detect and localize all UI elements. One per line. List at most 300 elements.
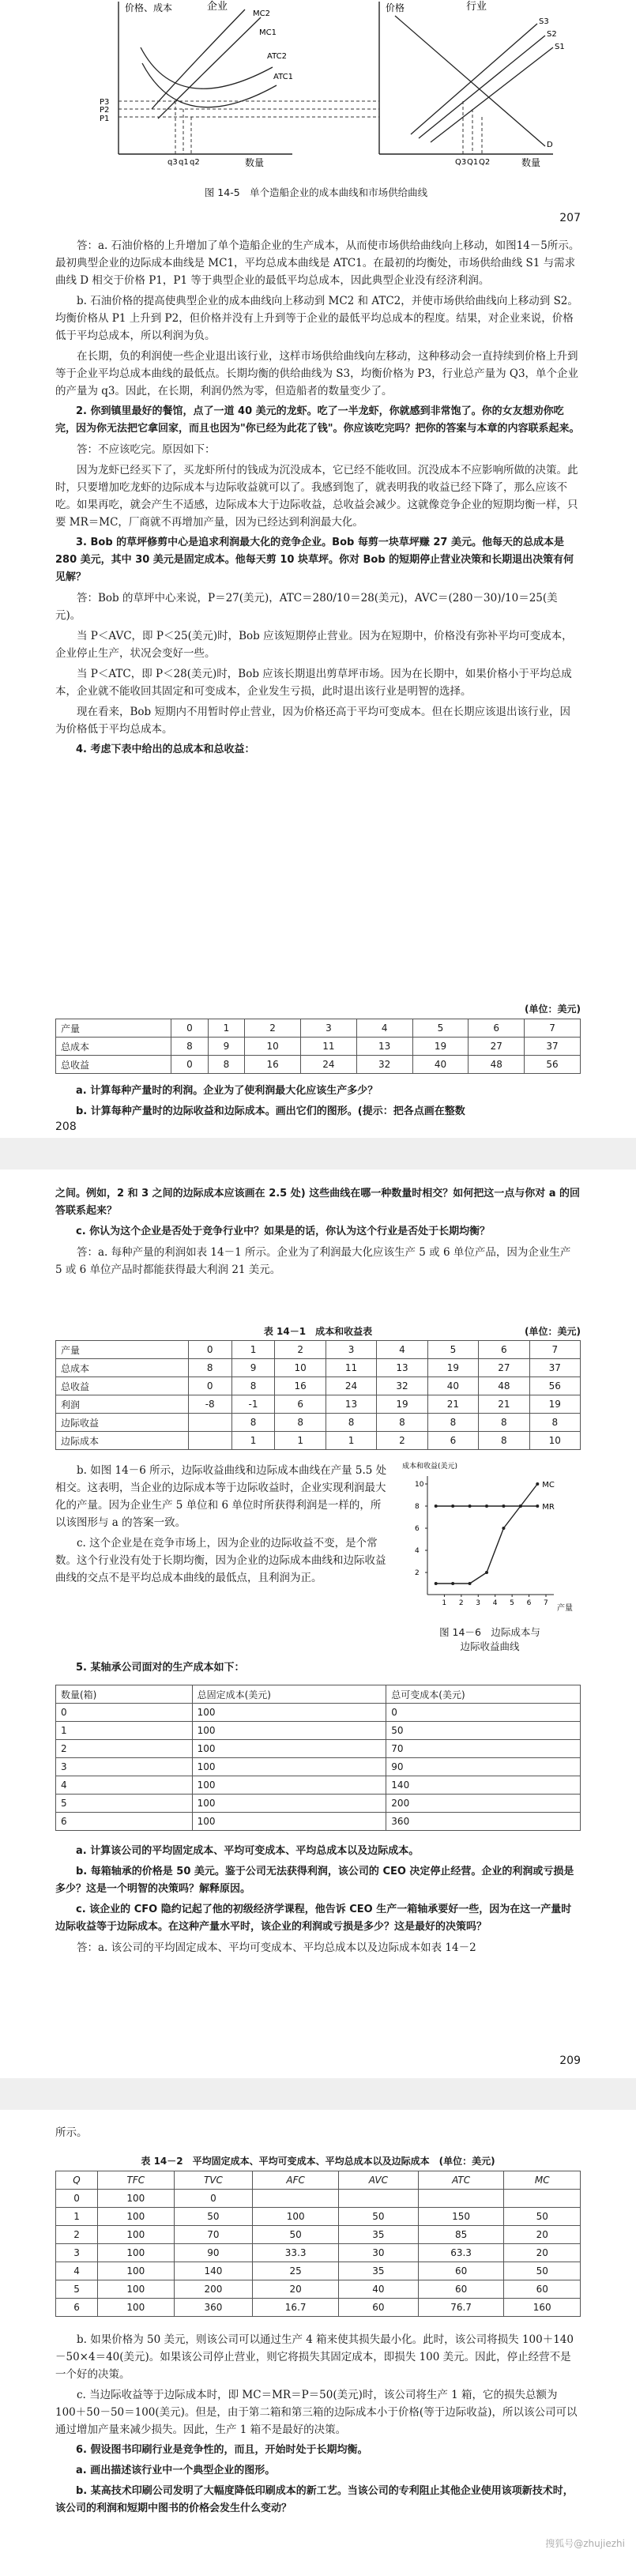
table-row bbox=[56, 2244, 581, 2262]
table-cell: TVC bbox=[174, 2171, 253, 2190]
table-cell: 140 bbox=[386, 1776, 581, 1795]
table-cell: 13 bbox=[326, 1395, 376, 1414]
table-cell: 2 bbox=[56, 2226, 98, 2244]
table-cell: 总成本 bbox=[56, 1038, 171, 1056]
paragraph: 答：a. 该公司的平均固定成本、平均可变成本、平均总成本以及边际成本如表 14－2 bbox=[77, 1941, 476, 1954]
table-cell bbox=[188, 1414, 231, 1432]
table-cell: 10 bbox=[245, 1038, 301, 1056]
table-cell: 6 bbox=[469, 1019, 525, 1038]
table-row bbox=[56, 1359, 581, 1377]
table-cell: 19 bbox=[529, 1395, 580, 1414]
figure-14-6-chart bbox=[399, 1460, 589, 1618]
table-cell: AFC bbox=[253, 2171, 339, 2190]
table-cell: 3 bbox=[56, 1758, 193, 1776]
table-cell: 21 bbox=[427, 1395, 478, 1414]
table-cell: 11 bbox=[301, 1038, 357, 1056]
table-cell: 16 bbox=[245, 1056, 301, 1074]
table-cell: 32 bbox=[356, 1056, 412, 1074]
mc-point bbox=[435, 1582, 438, 1585]
y-tick-label: 10 bbox=[415, 1481, 424, 1489]
paragraph: 答：a. 石油价格的上升增加了单个造船企业的生产成本，从而使市场供给曲线向上移动，如图14－5所示。最初典型企业的边际成本曲线是 MC1，平均总成本曲线是 ATC1。在最初的均衡处，市场供给曲线 S1 与需求曲线 D 相交于价格 P1，P1 等于典型企业的最低平均总成本，因此典型企业没有经济利润。 bbox=[55, 239, 580, 287]
table-cell: 100 bbox=[192, 1704, 386, 1722]
x-tick-label: 4 bbox=[492, 1599, 498, 1607]
question-6: 6. 假设图书印刷行业是竞争性的，而且，开始时处于长期均衡。 bbox=[76, 2444, 368, 2456]
table-row bbox=[56, 1722, 581, 1740]
table-cell: 100 bbox=[98, 2226, 174, 2244]
table-cell: 8 bbox=[479, 1432, 529, 1450]
table-row bbox=[56, 1740, 581, 1758]
table-cell: Q bbox=[56, 2171, 98, 2190]
table-cell: 6 bbox=[56, 2299, 98, 2317]
paragraph: b. 如图 14－6 所示，边际收益曲线和边际成本曲线在产量 5.5 处相交。这表明，当企业的边际成本等于边际收益时，企业实现利润最大化的产量。因为企业生产 5 单位和 6 单位时所获得利润是一样的，所以该图形与 a 的答案一致。 bbox=[55, 1464, 387, 1529]
svg-text:价格: 价格 bbox=[386, 2, 405, 13]
question-4b: b. 计算每种产量时的边际收益和边际成本。画出它们的图形。(提示：把各点画在整数 bbox=[76, 1105, 465, 1117]
table-cell: 0 bbox=[56, 2190, 98, 2208]
table-cell: 100 bbox=[98, 2244, 174, 2262]
x-tick-label: 6 bbox=[526, 1599, 532, 1607]
table-cell: 50 bbox=[504, 2262, 581, 2280]
table-cell: 8 bbox=[479, 1414, 529, 1432]
table-cell: 60 bbox=[504, 2280, 581, 2299]
table-cell: 0 bbox=[386, 1704, 581, 1722]
table-cell: 50 bbox=[339, 2208, 419, 2226]
table-cell: 90 bbox=[174, 2244, 253, 2262]
paragraph: 当 P＜ATC，即 P＜28(美元)时，Bob 应该长期退出剪草坪市场。因为在长期中，如果价格小于平均总成本，企业就不能收回其固定和可变成本，企业发生亏损，此时退出该行业是明智的选择。 bbox=[55, 668, 572, 698]
svg-text:q3: q3 bbox=[167, 158, 178, 167]
table-cell: 9 bbox=[231, 1359, 275, 1377]
table-row bbox=[56, 1758, 581, 1776]
table-cell: 3 bbox=[301, 1019, 357, 1038]
table-cell: 20 bbox=[253, 2280, 339, 2299]
question-5c: c. 该企业的 CFO 隐约记起了他的初级经济学课程，他告诉 CEO 生产一箱轴承要好一些，因为在这一产量时边际收益等于边际成本。在这种产量水平时，该企业的利润或亏损是多少？这是最好的决策吗？ bbox=[55, 1904, 572, 1933]
table-cell: 1 bbox=[231, 1341, 275, 1359]
table-cell: 8 bbox=[529, 1414, 580, 1432]
table-cell: 13 bbox=[377, 1359, 427, 1377]
table-cell: 4 bbox=[56, 1776, 193, 1795]
bearing-cost-table bbox=[55, 1685, 581, 1831]
table-cell bbox=[253, 2190, 339, 2208]
table-cell: 19 bbox=[377, 1395, 427, 1414]
table-row bbox=[56, 2280, 581, 2299]
question-4-parts bbox=[55, 1083, 581, 1124]
table-row bbox=[56, 2208, 581, 2226]
table-cell: 140 bbox=[174, 2262, 253, 2280]
paragraph: 当 P＜AVC，即 P＜25(美元)时，Bob 应该短期停止营业。因为在短期中，价格没有弥补平均可变成本，企业停止生产，状况会变好一些。 bbox=[55, 630, 573, 660]
question-4c: c. 你认为这个企业是否处于竞争行业中？如果是的话，你认为这个行业是否处于长期均衡？ bbox=[76, 1226, 491, 1237]
table-cell: 33.3 bbox=[253, 2244, 339, 2262]
table-cell: 50 bbox=[386, 1722, 581, 1740]
table-cell: 5 bbox=[412, 1019, 469, 1038]
question-5 bbox=[55, 1659, 581, 1680]
svg-text:Q3: Q3 bbox=[455, 158, 467, 167]
table-cell: 100 bbox=[192, 1795, 386, 1813]
svg-text:S3: S3 bbox=[539, 17, 549, 26]
question-5b: b. 每箱轴承的价格是 50 美元。鉴于公司无法获得利润，该公司的 CEO 决定停止经营。企业的利润或亏损是多少？这是一个明智的决策吗？解释原因。 bbox=[55, 1866, 574, 1895]
table-cell: 19 bbox=[412, 1038, 469, 1056]
table-cell: 37 bbox=[529, 1359, 580, 1377]
table-cell: 4 bbox=[377, 1341, 427, 1359]
table-header-row bbox=[56, 1019, 581, 1038]
table-row bbox=[56, 1776, 581, 1795]
table-cell: -8 bbox=[188, 1395, 231, 1414]
table-cell: 21 bbox=[479, 1395, 529, 1414]
table-cell: 5 bbox=[56, 2280, 98, 2299]
x-tick-label: 3 bbox=[476, 1599, 481, 1607]
table-cell: -1 bbox=[231, 1395, 275, 1414]
table-cell: 76.7 bbox=[418, 2299, 504, 2317]
atc2-curve bbox=[141, 47, 273, 89]
table-cell: 56 bbox=[525, 1056, 581, 1074]
table-cell: 6 bbox=[427, 1432, 478, 1450]
table-cell: 1 bbox=[231, 1432, 275, 1450]
table-cell: 1 bbox=[56, 2208, 98, 2226]
demand-curve bbox=[395, 16, 545, 146]
table-cell: 总收益 bbox=[56, 1056, 171, 1074]
table-row bbox=[56, 1704, 581, 1722]
table-14-1 bbox=[55, 1324, 581, 1450]
table-cell: 0 bbox=[56, 1704, 193, 1722]
table-cell: 8 bbox=[326, 1414, 376, 1432]
table-cell: MC bbox=[504, 2171, 581, 2190]
mc-point bbox=[451, 1582, 454, 1585]
watermark: 搜狐号@zhujiezhi bbox=[545, 2538, 625, 2549]
table-cell bbox=[504, 2190, 581, 2208]
page3-intro bbox=[55, 2124, 581, 2145]
table-cell: 总成本 bbox=[56, 1359, 189, 1377]
table-row bbox=[56, 1432, 581, 1450]
svg-text:ATC1: ATC1 bbox=[273, 73, 293, 81]
mc-point bbox=[502, 1527, 505, 1530]
svg-text:P2: P2 bbox=[100, 106, 110, 115]
table-cell: 100 bbox=[98, 2299, 174, 2317]
page-208 bbox=[0, 1169, 636, 2078]
paragraph: 所示。 bbox=[55, 2126, 88, 2139]
table-cell: 37 bbox=[525, 1038, 581, 1056]
table-cell: 7 bbox=[529, 1341, 580, 1359]
table-cell: 总可变成本(美元) bbox=[386, 1685, 581, 1704]
svg-text:S2: S2 bbox=[547, 30, 557, 39]
table-cell: 56 bbox=[529, 1377, 580, 1395]
table-header-row bbox=[56, 2171, 581, 2190]
page-number: 207 bbox=[559, 212, 581, 224]
table-cell: 8 bbox=[275, 1414, 326, 1432]
table-cell: 0 bbox=[171, 1019, 209, 1038]
paragraph: 在长期，负的利润使一些企业退出该行业，这样市场供给曲线向左移动，这种移动会一直持续到价格上升到等于企业平均总成本曲线的最低点。长期均衡的供给曲线为 S3，均衡价格为 P3，行业总产量为 Q3，单个企业的产量为 q3。因此，在长期，利润仍然为零，但造船者的数量变少了。 bbox=[55, 350, 579, 397]
question-5-title: 5. 某轴承公司面对的生产成本如下： bbox=[76, 1662, 245, 1674]
table-cell: 50 bbox=[174, 2208, 253, 2226]
table-cell: 10 bbox=[529, 1432, 580, 1450]
table-cell: 6 bbox=[56, 1813, 193, 1831]
table-cell: 10 bbox=[275, 1359, 326, 1377]
table-cell: 13 bbox=[356, 1038, 412, 1056]
question-3: 3. Bob 的草坪修剪中心是追求利润最大化的竞争企业。Bob 每剪一块草坪赚 27 美元。他每天的总成本是 280 美元，其中 30 美元是固定成本。他每天剪 10 块草坪。你对 Bob 的短期停止营业决策和长期退出决策有何见解？ bbox=[55, 537, 574, 583]
table-cell: 40 bbox=[412, 1056, 469, 1074]
figure-caption: 图 14-5 单个造船企业的成本曲线和市场供给曲线 bbox=[204, 186, 428, 198]
figure-caption bbox=[411, 1625, 569, 1653]
table-cell: 2 bbox=[377, 1432, 427, 1450]
table-row bbox=[56, 2190, 581, 2208]
table-cell: 11 bbox=[326, 1359, 376, 1377]
mc-point bbox=[536, 1482, 539, 1486]
table-cell: 100 bbox=[192, 1776, 386, 1795]
mc-label: MC bbox=[542, 1481, 555, 1489]
table-cell: 48 bbox=[479, 1377, 529, 1395]
table-cell: 边际收益 bbox=[56, 1414, 189, 1432]
table-cell: 50 bbox=[253, 2226, 339, 2244]
industry-graph bbox=[379, 1, 565, 168]
table-cell: 40 bbox=[339, 2280, 419, 2299]
mr-point bbox=[485, 1505, 488, 1508]
svg-text:企业: 企业 bbox=[207, 1, 228, 13]
table-cell: 3 bbox=[326, 1341, 376, 1359]
table-cell: 360 bbox=[386, 1813, 581, 1831]
table-cell: 35 bbox=[339, 2226, 419, 2244]
answer-block-1 bbox=[55, 237, 581, 762]
figure-14-5 bbox=[0, 0, 636, 182]
table-cell: 边际成本 bbox=[56, 1432, 189, 1450]
paragraph: c. 这个企业是在竞争市场上，因为企业的边际收益不变，是个常数。这个行业没有处于长期均衡，因为企业的边际成本曲线和边际收益曲线的交点不是平均总成本曲线的最低点，且利润为正。 bbox=[55, 1537, 386, 1584]
x-tick-label: 2 bbox=[458, 1599, 464, 1607]
page-number: 209 bbox=[559, 2054, 581, 2067]
answer-4bc bbox=[55, 1462, 387, 1590]
table-cell: 5 bbox=[427, 1341, 478, 1359]
table-cell: 1 bbox=[56, 1722, 193, 1740]
question-4a: a. 计算每种产量时的利润。企业为了使利润最大化应该生产多少？ bbox=[76, 1085, 378, 1097]
mr-point bbox=[469, 1505, 472, 1508]
paragraph: 答：a. 每种产量的利润如表 14－1 所示。企业为了利润最大化应该生产 5 或 6 单位产品，因为企业生产 5 或 6 单位产品时都能获得最大利润 21 美元。 bbox=[55, 1246, 571, 1276]
paragraph: b. 如果价格为 50 美元，则该公司可以通过生产 4 箱来使其损失最小化。此时，该公司将损失 100＋140－50×4＝40(美元)。如果该公司停止营业，则它将损失其固定成本，即损失 100 美元。因此，停止经营不是一个好的决策。 bbox=[55, 2333, 574, 2381]
paragraph: 现在看来，Bob 短期内不用暂时停止营业，因为价格还高于平均可变成本。但在长期应该退出该行业，因为价格低于平均总成本。 bbox=[55, 706, 570, 736]
table-cell: 200 bbox=[386, 1795, 581, 1813]
mc1-curve bbox=[158, 17, 261, 119]
table-cell: 48 bbox=[469, 1056, 525, 1074]
table-header-row bbox=[56, 1685, 581, 1704]
page-207 bbox=[0, 0, 636, 1138]
page-209-cont bbox=[0, 2110, 636, 2576]
s3-curve bbox=[411, 24, 537, 134]
table-cell: 产量 bbox=[56, 1019, 171, 1038]
table-cell bbox=[339, 2190, 419, 2208]
table-cell: 40 bbox=[427, 1377, 478, 1395]
table-cell: 100 bbox=[192, 1722, 386, 1740]
table-row bbox=[56, 1038, 581, 1056]
table-cell: 160 bbox=[504, 2299, 581, 2317]
table-row bbox=[56, 2299, 581, 2317]
table-cell: 100 bbox=[98, 2280, 174, 2299]
table-cell: 0 bbox=[188, 1377, 231, 1395]
table-cell bbox=[188, 1432, 231, 1450]
table-cell: 200 bbox=[174, 2280, 253, 2299]
mc-point bbox=[469, 1582, 472, 1585]
table-cell: 5 bbox=[56, 1795, 193, 1813]
table-cell: 总固定成本(美元) bbox=[192, 1685, 386, 1704]
table-row bbox=[56, 1813, 581, 1831]
y-tick-label: 8 bbox=[415, 1503, 420, 1511]
table-row bbox=[56, 1395, 581, 1414]
table-cell: 32 bbox=[377, 1377, 427, 1395]
table-cell: 利润 bbox=[56, 1395, 189, 1414]
table-cell: 50 bbox=[504, 2208, 581, 2226]
unit-label: (单位：美元) bbox=[525, 1326, 581, 1337]
x-tick-label: 5 bbox=[510, 1599, 514, 1607]
paragraph: b. 石油价格的提高使典型企业的成本曲线向上移动到 MC2 和 ATC2，并使市场供给曲线向上移动到 S2。均衡价格从 P1 上升到 P2，但价格并没有上升到等于企业的最低平均总成本的程度。结果，对企业来说，价格低于平均总成本，所以利润为负。 bbox=[55, 295, 578, 342]
table-row bbox=[56, 1377, 581, 1395]
table-cell: 60 bbox=[418, 2280, 504, 2299]
paragraph: 答：Bob 的草坪中心来说，P＝27(美元)，ATC＝280/10＝28(美元)，AVC＝(280－30)/10＝25(美元)。 bbox=[55, 592, 558, 622]
table-cell: 8 bbox=[231, 1414, 275, 1432]
chart-xlabel: 产量 bbox=[557, 1604, 573, 1613]
table-cell: 24 bbox=[326, 1377, 376, 1395]
table-cell: 2 bbox=[56, 1740, 193, 1758]
table-title: 表 14－2 平均固定成本、平均可变成本、平均总成本以及边际成本 (单位：美元) bbox=[141, 2156, 495, 2167]
cost-revenue-table bbox=[55, 1002, 581, 1074]
svg-text:q2: q2 bbox=[190, 158, 200, 167]
table-cell: 2 bbox=[275, 1341, 326, 1359]
table-cell: 数量(箱) bbox=[56, 1685, 193, 1704]
table-row bbox=[56, 2262, 581, 2280]
mc2-curve bbox=[152, 9, 245, 109]
y-tick-label: 2 bbox=[415, 1569, 420, 1577]
table-cell: 16.7 bbox=[253, 2299, 339, 2317]
mc-line bbox=[436, 1484, 538, 1584]
table-cell: 9 bbox=[208, 1038, 245, 1056]
mr-point bbox=[519, 1505, 522, 1508]
table-cell: 0 bbox=[188, 1341, 231, 1359]
table-cell: 20 bbox=[504, 2226, 581, 2244]
table-cell: 6 bbox=[479, 1341, 529, 1359]
svg-text:Q1: Q1 bbox=[467, 158, 479, 167]
question-4-continued bbox=[55, 1185, 581, 1282]
question-6a: a. 画出描述该行业中一个典型企业的图形。 bbox=[76, 2465, 276, 2476]
x-tick-label: 7 bbox=[544, 1599, 548, 1607]
question-4b-cont: 之间。例如，2 和 3 之间的边际成本应该画在 2.5 处) 这些曲线在哪一种数量时相交？如何把这一点与你对 a 的回答联系起来？ bbox=[55, 1188, 581, 1217]
answer-5bc bbox=[55, 2331, 581, 2521]
chart-ylabel: 成本和收益(美元) bbox=[402, 1463, 458, 1471]
table-cell: 产量 bbox=[56, 1341, 189, 1359]
table-cell: 8 bbox=[171, 1038, 209, 1056]
svg-text:MC1: MC1 bbox=[259, 28, 277, 37]
table-cell: 63.3 bbox=[418, 2244, 504, 2262]
table-cell: ATC bbox=[418, 2171, 504, 2190]
question-6b: b. 某高技术印刷公司发明了大幅度降低印刷成本的新工艺。当该公司的专利阻止其他企业使用该项新技术时，该公司的利润和短期中图书的价格会发生什么变动？ bbox=[55, 2485, 574, 2514]
firm-graph bbox=[100, 0, 379, 168]
svg-text:S1: S1 bbox=[555, 43, 565, 51]
svg-text:q1: q1 bbox=[179, 158, 189, 167]
table-cell: 8 bbox=[208, 1056, 245, 1074]
svg-text:MC2: MC2 bbox=[253, 9, 270, 18]
s1-curve bbox=[431, 47, 553, 142]
table-cell: 100 bbox=[192, 1740, 386, 1758]
y-tick-label: 6 bbox=[415, 1525, 420, 1533]
svg-text:D: D bbox=[547, 141, 553, 149]
table-cell: 8 bbox=[427, 1414, 478, 1432]
question-5-parts bbox=[55, 1843, 581, 1960]
table-cell: 8 bbox=[377, 1414, 427, 1432]
svg-text:行业: 行业 bbox=[466, 1, 487, 13]
table-row bbox=[56, 2226, 581, 2244]
table-cell: 100 bbox=[98, 2208, 174, 2226]
table-cell: 100 bbox=[98, 2190, 174, 2208]
svg-text:数量: 数量 bbox=[245, 157, 265, 168]
table-cell: 1 bbox=[326, 1432, 376, 1450]
table-cell: TFC bbox=[98, 2171, 174, 2190]
table-cell: 100 bbox=[98, 2262, 174, 2280]
table-cell: 0 bbox=[171, 1056, 209, 1074]
table-cell: 19 bbox=[427, 1359, 478, 1377]
table-cell: 总收益 bbox=[56, 1377, 189, 1395]
table-title: 表 14－1 成本和收益表 bbox=[263, 1326, 373, 1337]
page-number: 208 bbox=[55, 1120, 77, 1133]
y-tick-label: 4 bbox=[415, 1547, 420, 1555]
table-cell: 6 bbox=[275, 1395, 326, 1414]
mr-label: MR bbox=[542, 1503, 555, 1512]
table-cell: 4 bbox=[356, 1019, 412, 1038]
caption-line: 边际收益曲线 bbox=[460, 1640, 520, 1652]
table-row bbox=[56, 1795, 581, 1813]
table-cell: 27 bbox=[469, 1038, 525, 1056]
table-header-row bbox=[56, 1341, 581, 1359]
table-cell: 60 bbox=[339, 2299, 419, 2317]
table-cell: 60 bbox=[418, 2262, 504, 2280]
table-cell: 30 bbox=[339, 2244, 419, 2262]
table-cell: 27 bbox=[479, 1359, 529, 1377]
table-cell: 100 bbox=[192, 1758, 386, 1776]
svg-text:Q2: Q2 bbox=[479, 158, 491, 167]
question-4: 4. 考虑下表中给出的总成本和总收益： bbox=[76, 744, 255, 755]
x-tick-label: 1 bbox=[442, 1599, 447, 1607]
table-cell: 7 bbox=[525, 1019, 581, 1038]
table-cell: 16 bbox=[275, 1377, 326, 1395]
table-cell bbox=[418, 2190, 504, 2208]
table-cell: 3 bbox=[56, 2244, 98, 2262]
mr-point bbox=[451, 1505, 454, 1508]
table-row bbox=[56, 1414, 581, 1432]
caption-line: 图 14－6 边际成本与 bbox=[439, 1626, 540, 1638]
table-cell: 1 bbox=[275, 1432, 326, 1450]
table-cell: 100 bbox=[253, 2208, 339, 2226]
table-cell: 8 bbox=[231, 1377, 275, 1395]
svg-text:ATC2: ATC2 bbox=[267, 52, 287, 61]
table-cell: 360 bbox=[174, 2299, 253, 2317]
table-cell: 1 bbox=[208, 1019, 245, 1038]
table-cell: 24 bbox=[301, 1056, 357, 1074]
table-cell: 70 bbox=[174, 2226, 253, 2244]
table-cell: 8 bbox=[188, 1359, 231, 1377]
mr-point bbox=[435, 1505, 438, 1508]
atc1-curve bbox=[142, 63, 277, 107]
svg-text:P1: P1 bbox=[100, 115, 110, 123]
question-2: 2. 你到镇里最好的餐馆，点了一道 40 美元的龙虾。吃了一半龙虾，你就感到非常饱了。你的女友想劝你吃完，因为你无法把它拿回家，而且也因为"你已经为此花了钱"。你应该吃完吗？把你的答案与本章的内容联系起来。 bbox=[55, 405, 580, 435]
question-5a: a. 计算该公司的平均固定成本、平均可变成本、平均总成本以及边际成本。 bbox=[76, 1845, 420, 1857]
table-cell: 25 bbox=[253, 2262, 339, 2280]
table-cell: 150 bbox=[418, 2208, 504, 2226]
svg-text:价格、成本: 价格、成本 bbox=[125, 2, 173, 13]
table-cell: 85 bbox=[418, 2226, 504, 2244]
unit-label: (单位：美元) bbox=[525, 1004, 581, 1015]
paragraph: c. 当边际收益等于边际成本时，即 MC＝MR＝P＝50(美元)时，该公司将生产 1 箱，它的损失总额为 100＋50－50＝100(美元)。但是，由于第二箱和第三箱的边际成本小于价格(等于边际收益)，所以该公司可以通过增加产量来减少损失。因此，生产 1 箱不是最好的决策。 bbox=[55, 2389, 578, 2436]
table-cell: 35 bbox=[339, 2262, 419, 2280]
table-cell: 4 bbox=[56, 2262, 98, 2280]
table-cell: 0 bbox=[174, 2190, 253, 2208]
paragraph: 答：不应该吃完。原因如下： bbox=[77, 443, 216, 456]
table-cell: 70 bbox=[386, 1740, 581, 1758]
table-cell: AVC bbox=[339, 2171, 419, 2190]
svg-text:数量: 数量 bbox=[521, 157, 541, 168]
paragraph: 因为龙虾已经买下了，买龙虾所付的钱成为沉没成本，它已经不能收回。沉没成本不应影响所做的决策。此时，只要增加吃龙虾的边际成本与边际收益就可以了。我感到饱了，就表明我的收益已经下降了，那么应该不吃。如果再吃，就会产生不适感，边际成本大于边际收益，总收益会减少。这就像竞争企业的短期均衡一样，只要 MR＝MC，厂商就不再增加产量，因为已经达到利润最大化。 bbox=[55, 464, 578, 529]
mc-point bbox=[485, 1571, 488, 1574]
svg-text:P3: P3 bbox=[100, 98, 110, 107]
table-cell: 100 bbox=[192, 1813, 386, 1831]
